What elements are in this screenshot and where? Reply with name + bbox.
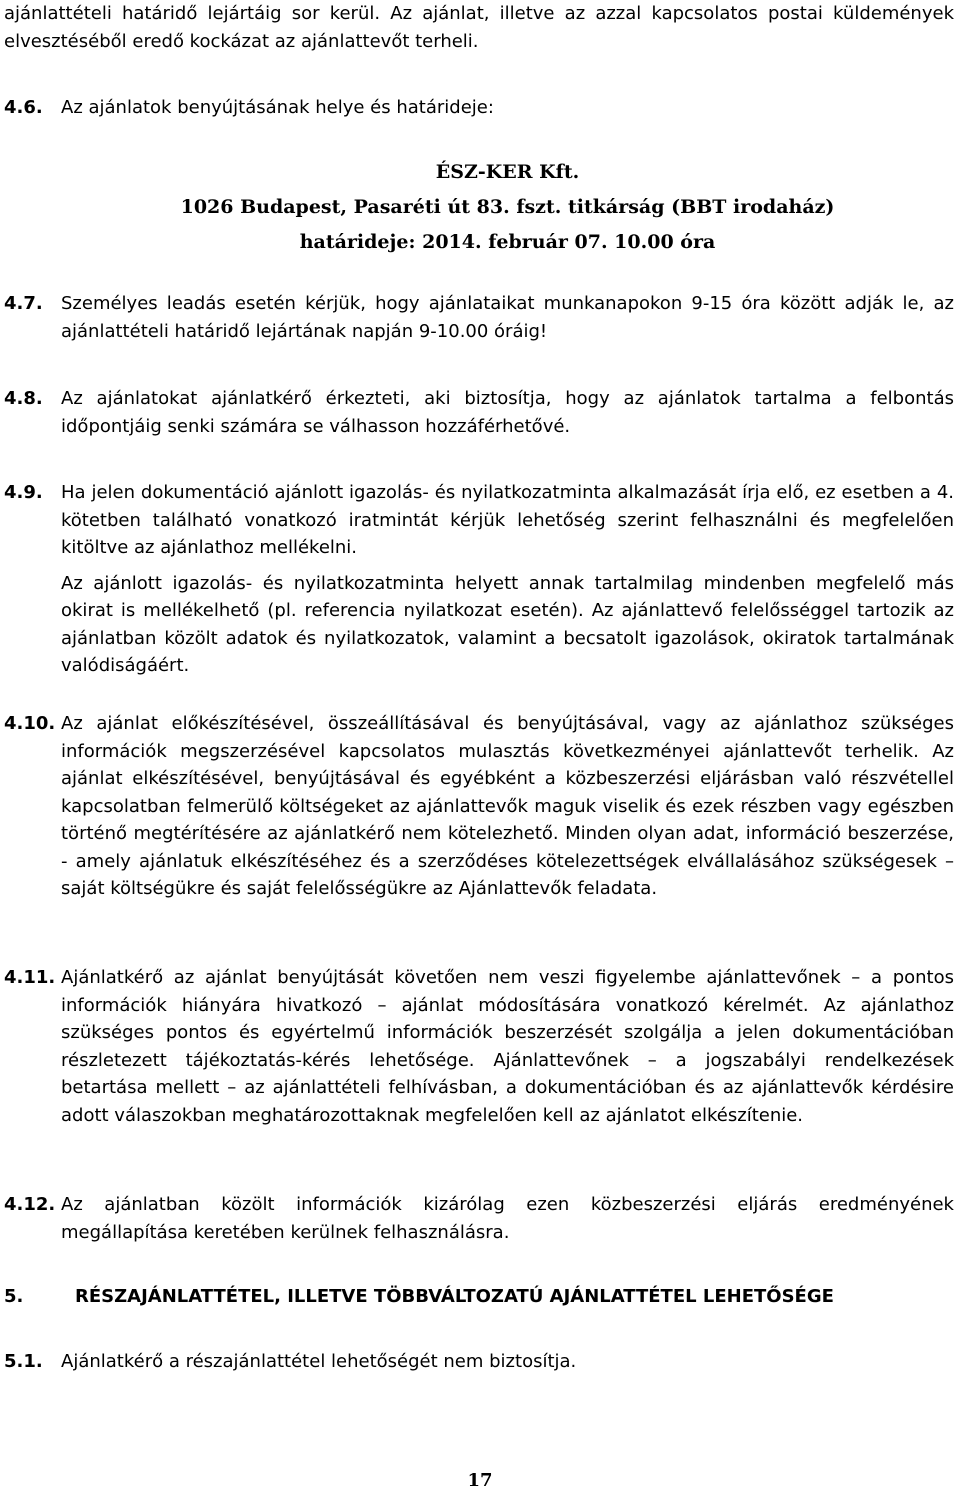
section-text: Személyes leadás esetén kérjük, hogy ajánlataikat munkanapokon 9-15 óra között adják le, az ajánlattételi határidő lejártának napján 9-10.00 óráig! (61, 293, 954, 342)
section-number: 4.10. (4, 713, 56, 734)
section-5-1 (0, 1348, 960, 1376)
section-text: Ajánlatkérő a részajánlattétel lehetőségét nem biztosítja. (61, 1351, 577, 1372)
address-company: ÉSZ-KER Kft. (435, 161, 580, 183)
section-text: Ajánlatkérő az ajánlat benyújtását követően nem veszi figyelembe ajánlattevőnek – a pontos információk hiányára hivatkozó – ajánlat módosítására vonatkozó kérelmét. Az ajánlathoz szükséges pontos és egyértelmű információk beszerzését szolgálja a jelen dokumentációban részletezett tájékoztatás-kérés lehetősége. Ajánlattevőnek – a jogszabályi rendelkezések betartása mellett – az ajánlattételi felhívásban, a dokumentációban és az ajánlattevők kérdésire adott válaszokban meghatározottaknak megfelelően kell az ajánlatot elkészítenie. (61, 967, 954, 1126)
section-text: Ha jelen dokumentáció ajánlott igazolás- és nyilatkozatminta alkalmazását írja elő, ez esetben a 4. kötetben található vonatkozó iratmintát kérjük lehetőség szerint felhasználni és megfelelően kitöltve az ajánlathoz mellékelni. (61, 482, 954, 558)
section-number: 4.9. (4, 482, 43, 503)
section-4-8 (0, 385, 960, 440)
section-text: Az ajánlatban közölt információk kizárólag ezen közbeszerzési eljárás eredményének megállapítása keretében kerülnek felhasználásra. (61, 1194, 954, 1243)
address-street: 1026 Budapest, Pasaréti út 83. fszt. titkárság (BBT irodaház) (180, 196, 835, 218)
section-number: 5. (4, 1286, 24, 1307)
section-text: Az ajánlatok benyújtásának helye és határideje: (61, 97, 494, 118)
section-text: Az ajánlat előkészítésével, összeállításával és benyújtásával, vagy az ajánlathoz szükséges információk megszerzésével kapcsolatos mulasztás következményei ajánlattevőt terhelik. Az ajánlat elkészítésével, benyújtásával és egyébként a közbeszerzési eljárásban való részvétellel kapcsolatban felmerülő költségeket az ajánlattevők maguk viselik és ezek részben vagy egészben történő megtérítésére az ajánlatkérő nem kötelezhető. Minden olyan adat, információ beszerzése, - amely ajánlatuk elkészítéséhez és a szerződéses kötelezettségek elvállalásához szükségesek – saját költségükre és saját felelősségükre az Ajánlattevők feladata. (61, 713, 954, 899)
intro-paragraph (0, 0, 960, 55)
address-deadline: határideje: 2014. február 07. 10.00 óra (299, 231, 716, 253)
section-number: 4.8. (4, 388, 43, 409)
section-4-10 (0, 710, 960, 903)
section-4-11 (0, 964, 960, 1129)
section-title: RÉSZAJÁNLATTÉTEL, ILLETVE TÖBBVÁLTOZATÚ AJÁNLATTÉTEL LEHETŐSÉGE (75, 1286, 834, 1307)
page-number: 17 (467, 1470, 493, 1491)
section-number: 4.7. (4, 293, 43, 314)
section-4-9 (0, 479, 960, 680)
section-text: Az ajánlott igazolás- és nyilatkozatminta helyett annak tartalmilag mindenben megfelelő más okirat is mellékelhető (pl. referencia nyilatkozat esetén). Az ajánlattevő felelősséggel tartozik az ajánlatban közölt adatok és nyilatkozatok, valamint a becsatolt igazolások, okiratok tartalmának valódiságáért. (61, 572, 954, 676)
section-number: 4.6. (4, 97, 43, 118)
section-4-7 (0, 290, 960, 345)
section-4-6 (0, 94, 960, 122)
section-text: Az ajánlatokat ajánlatkérő érkezteti, aki biztosítja, hogy az ajánlatok tartalma a felbontás időpontjáig senki számára se válhasson hozzáférhetővé. (61, 388, 954, 437)
section-5-heading (0, 1283, 960, 1311)
intro-text: ajánlattételi határidő lejártáig sor kerül. Az ajánlat, illetve az azzal kapcsolatos postai küldemények elvesztéséből eredő kockázat az ajánlattevőt terheli. (4, 3, 954, 52)
section-number: 5.1. (4, 1351, 43, 1372)
submission-address (61, 155, 954, 260)
section-body (61, 479, 954, 680)
section-4-12 (0, 1191, 960, 1246)
section-number: 4.12. (4, 1194, 56, 1215)
section-number: 4.11. (4, 967, 56, 988)
